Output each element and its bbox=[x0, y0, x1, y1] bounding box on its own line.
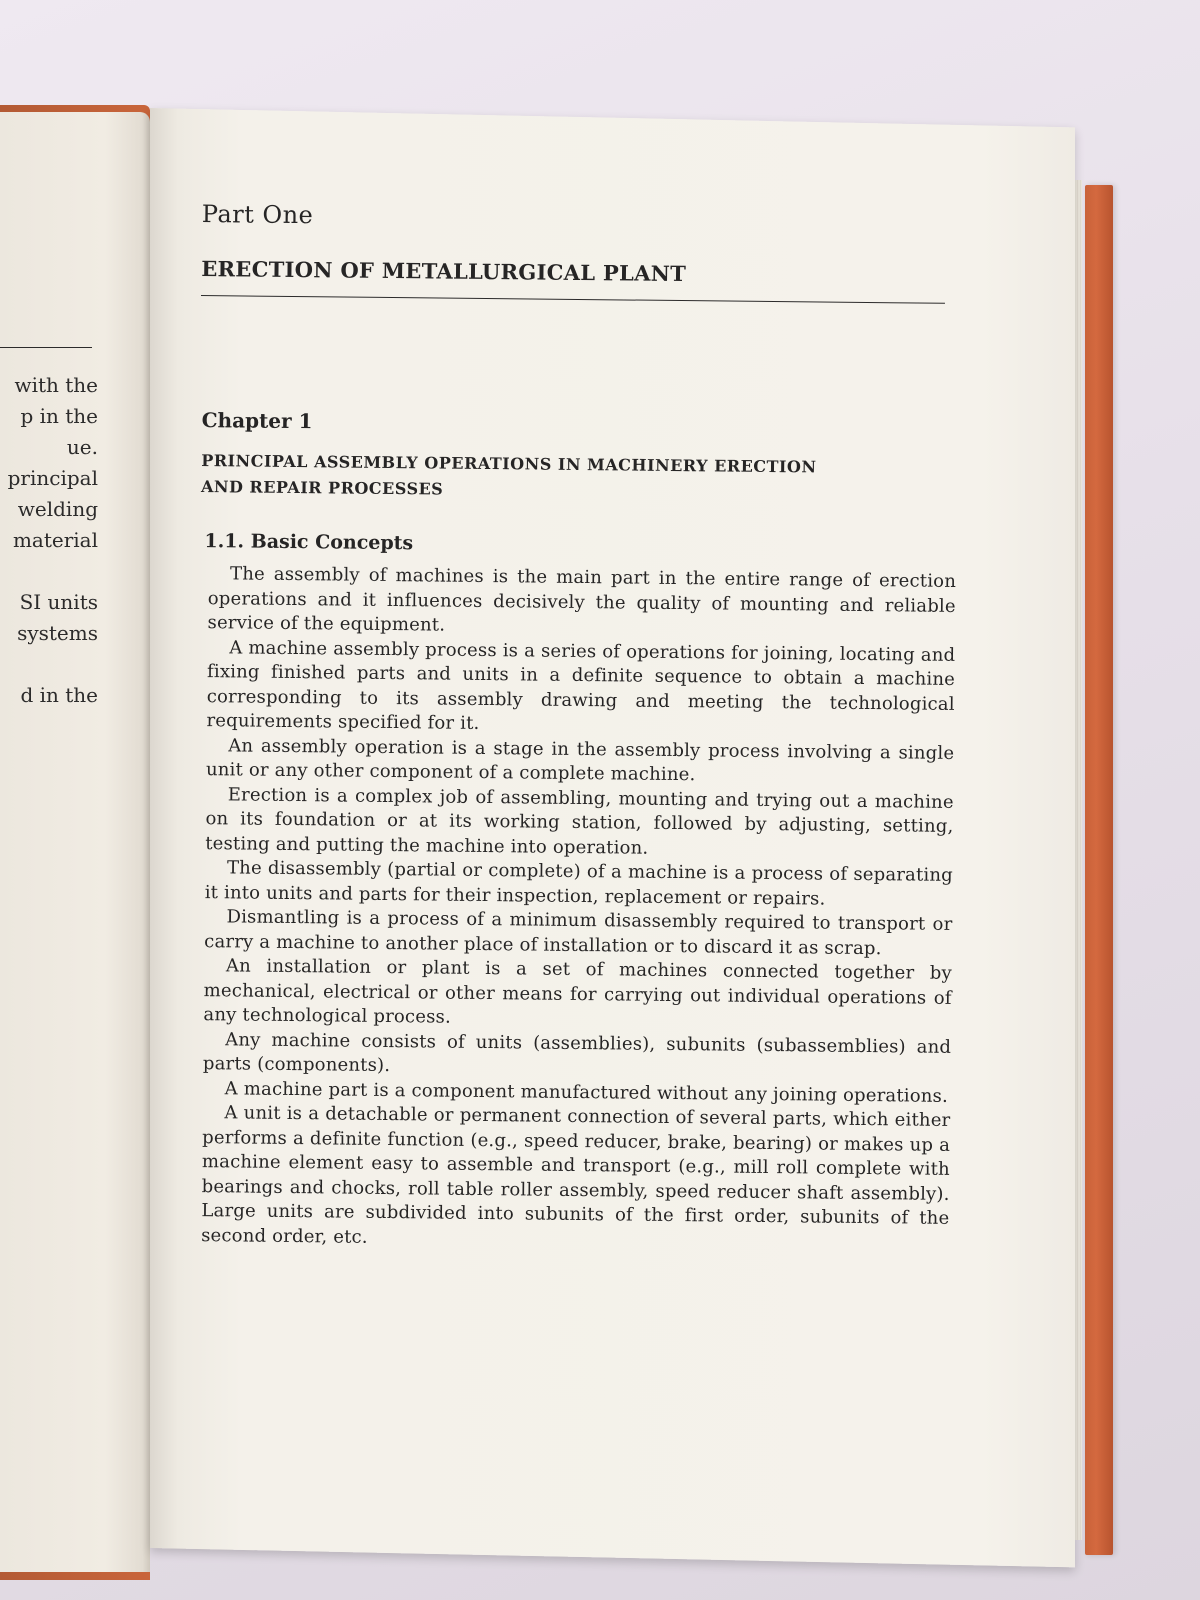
right-cover-edge bbox=[1085, 185, 1113, 1555]
left-line bbox=[0, 556, 98, 587]
chapter-title-line: PRINCIPAL ASSEMBLY OPERATIONS IN MACHINERY ERECTION bbox=[201, 451, 817, 477]
paragraph: Erection is a complex job of assembling, mounting and trying out a machine on its foundation or at its working station, followed by adjusting, setting, testing and putting the machine into operation. bbox=[205, 783, 954, 859]
left-page bbox=[0, 112, 150, 1572]
left-line: with the bbox=[14, 373, 98, 397]
paragraph: An installation or plant is a set of machines connected together by mechanical, electrical or other means for carrying out individual operations of any technological process. bbox=[203, 955, 953, 1028]
left-line: p in the bbox=[20, 404, 98, 428]
left-line: principal bbox=[7, 466, 98, 490]
paragraph: A machine part is a component manufactured without any joining operations. bbox=[224, 1077, 949, 1107]
paragraph: The disassembly (partial or complete) of a machine is a process of separating it into units and parts for their inspection, replacement or repairs. bbox=[204, 857, 954, 910]
part-title: ERECTION OF METALLURGICAL PLANT bbox=[201, 256, 687, 287]
chapter-title bbox=[201, 448, 958, 508]
paragraph: An assembly operation is a stage in the assembly process involving a single unit or any other component of a complete machine. bbox=[205, 734, 955, 786]
paragraph: A unit is a detachable or permanent connection of several parts, which either performs a definite function (e.g., speed reducer, brake, bearing) or makes up a machine element easy to assemble and transport (e.g., mill roll complete with bearings and chocks, roll table roller assembly, speed reducer shaft assembly). Large units are subdivided into subunits of the first order, subunits of the second order, etc. bbox=[201, 1102, 951, 1248]
chapter-title-line: AND REPAIR PROCESSES bbox=[200, 477, 444, 499]
paragraph: Any machine consists of units (assemblies), subunits (subassemblies) and parts (components). bbox=[202, 1028, 952, 1077]
part-heading: Part One bbox=[201, 200, 314, 230]
paragraph: Dismantling is a process of a minimum disassembly required to transport or carry a machine to another place of installation or to discard it as scrap. bbox=[204, 906, 953, 959]
chapter-heading: Chapter 1 bbox=[201, 408, 313, 434]
left-line: SI units bbox=[19, 590, 98, 614]
left-line: welding bbox=[17, 497, 98, 521]
paragraph: A machine assembly process is a series of operations for joining, locating and fixing finished parts and units in a definite sequence to obtain a machine corresponding to its assembly drawing and meeting the technological requirements specified for it. bbox=[206, 636, 956, 734]
left-line: ue. bbox=[66, 435, 98, 459]
title-rule bbox=[201, 295, 945, 304]
section-heading: 1.1. Basic Concepts bbox=[204, 530, 414, 555]
left-line bbox=[0, 649, 98, 680]
left-line: systems bbox=[17, 621, 98, 645]
paragraph: The assembly of machines is the main part in the entire range of erection operations and it influences decisively the quality of mounting and reliable service of the equipment. bbox=[207, 563, 957, 636]
page-content bbox=[189, 200, 960, 1256]
left-line: d in the bbox=[20, 683, 98, 707]
left-page-rule bbox=[0, 347, 92, 348]
left-page-text bbox=[0, 370, 98, 711]
left-line: material bbox=[12, 528, 98, 552]
